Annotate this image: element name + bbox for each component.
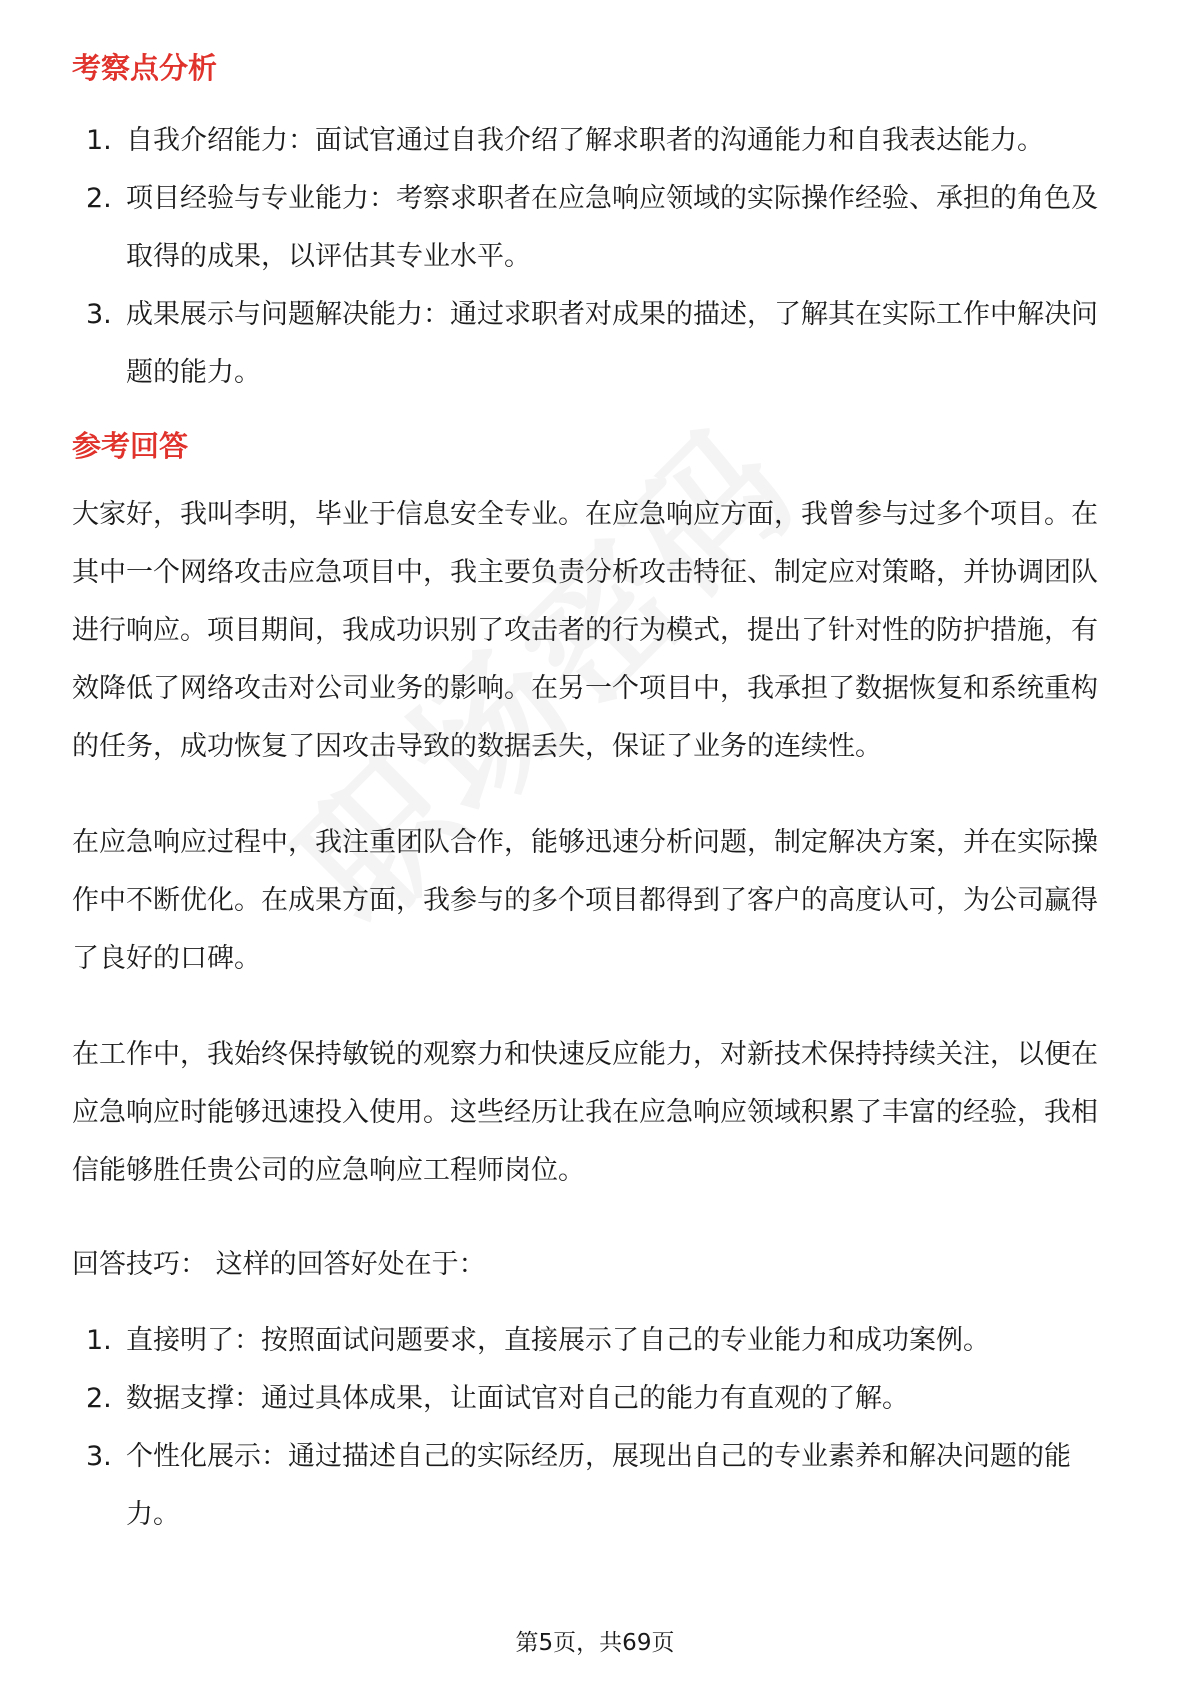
list-number: 2. xyxy=(86,1383,112,1414)
document-body xyxy=(72,38,1122,1558)
list-number: 3. xyxy=(86,299,112,330)
page-footer: 第5页，共69页 xyxy=(515,1630,675,1656)
list-item xyxy=(72,112,1122,170)
list-item xyxy=(72,1312,1122,1370)
section-title-reference-answer: 参考回答 xyxy=(72,429,189,463)
answer-paragraph: 在应急响应过程中，我注重团队合作，能够迅速分析问题，制定解决方案，并在实际操作中不断优化。在成果方面，我参与的多个项目都得到了客户的高度认可，为公司赢得了良好的口碑。 xyxy=(72,827,1098,974)
list-item-text: 数据支撑：通过具体成果，让面试官对自己的能力有直观的了解。 xyxy=(126,1383,909,1414)
list-item-text: 个性化展示：通过描述自己的实际经历，展现出自己的专业素养和解决问题的能力。 xyxy=(126,1441,1071,1530)
list-item-text: 自我介绍能力：面试官通过自我介绍了解求职者的沟通能力和自我表达能力。 xyxy=(126,125,1044,156)
analysis-list xyxy=(72,112,1122,402)
list-item xyxy=(72,1370,1122,1428)
list-number: 1. xyxy=(86,1325,112,1356)
section-title-analysis: 考察点分析 xyxy=(72,51,218,85)
answer-paragraph: 在工作中，我始终保持敏锐的观察力和快速反应能力，对新技术保持持续关注，以便在应急响应时能够迅速投入使用。这些经历让我在应急响应领域积累了丰富的经验，我相信能够胜任贵公司的应急响应工程师岗位。 xyxy=(72,1039,1098,1186)
tips-intro: 回答技巧： 这样的回答好处在于： xyxy=(72,1249,486,1280)
list-item xyxy=(72,170,1122,286)
list-item-text: 成果展示与问题解决能力：通过求职者对成果的描述，了解其在实际工作中解决问题的能力。 xyxy=(126,299,1098,388)
list-item-text: 直接明了：按照面试问题要求，直接展示了自己的专业能力和成功案例。 xyxy=(126,1325,990,1356)
list-number: 3. xyxy=(86,1441,112,1472)
tips-list xyxy=(72,1312,1122,1544)
list-item-text: 项目经验与专业能力：考察求职者在应急响应领域的实际操作经验、承担的角色及取得的成果，以评估其专业水平。 xyxy=(126,183,1098,272)
list-item xyxy=(72,286,1122,402)
list-number: 1. xyxy=(86,125,112,156)
list-item xyxy=(72,1428,1122,1544)
list-number: 2. xyxy=(86,183,112,214)
answer-paragraph: 大家好，我叫李明，毕业于信息安全专业。在应急响应方面，我曾参与过多个项目。在其中一个网络攻击应急项目中，我主要负责分析攻击特征、制定应对策略，并协调团队进行响应。项目期间，我成功识别了攻击者的行为模式，提出了针对性的防护措施，有效降低了网络攻击对公司业务的影响。在另一个项目中，我承担了数据恢复和系统重构的任务，成功恢复了因攻击导致的数据丢失，保证了业务的连续性。 xyxy=(72,499,1098,762)
